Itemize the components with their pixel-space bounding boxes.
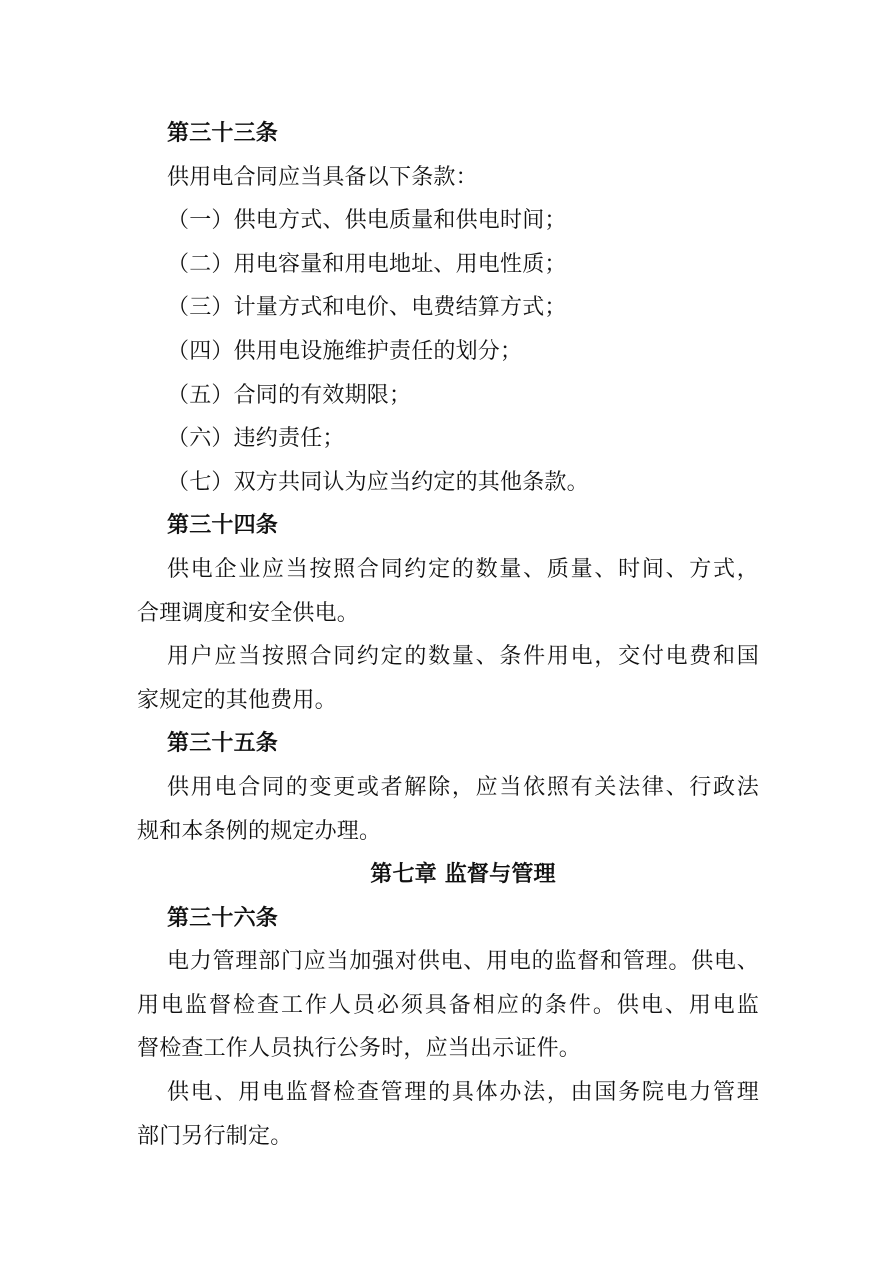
article-33-item-2: （二）用电容量和用电地址、用电性质； bbox=[167, 251, 567, 277]
article-34-paragraph-2-line-1: 用户应当按照合同约定的数量、条件用电，交付电费和国 bbox=[167, 644, 759, 670]
article-35-paragraph-1-line-2: 规和本条例的规定办理。 bbox=[137, 818, 382, 844]
article-33-title: 第三十三条 bbox=[167, 121, 279, 146]
article-36-paragraph-1-line-1: 电力管理部门应当加强对供电、用电的监督和管理。供电、 bbox=[167, 949, 759, 975]
article-36-paragraph-2-line-2: 部门另行制定。 bbox=[137, 1123, 293, 1149]
article-33-item-1: （一）供电方式、供电质量和供电时间； bbox=[167, 208, 567, 234]
document-page bbox=[137, 112, 759, 1158]
article-34-paragraph-2-line-2: 家规定的其他费用。 bbox=[137, 687, 337, 713]
article-35-title: 第三十五条 bbox=[167, 731, 279, 757]
article-33-item-5: （五）合同的有效期限； bbox=[167, 382, 412, 408]
article-34-title: 第三十四条 bbox=[167, 513, 279, 539]
article-34-paragraph-1-line-2: 合理调度和安全供电。 bbox=[137, 600, 360, 626]
article-33-item-6: （六）违约责任； bbox=[167, 426, 345, 452]
article-34-paragraph-1-line-1: 供电企业应当按照合同约定的数量、质量、时间、方式， bbox=[167, 556, 759, 582]
article-36-paragraph-2-line-1: 供电、用电监督检查管理的具体办法，由国务院电力管理 bbox=[167, 1080, 759, 1106]
article-36-paragraph-1-line-2: 用电监督检查工作人员必须具备相应的条件。供电、用电监 bbox=[137, 992, 759, 1018]
chapter-7-title: 第七章 监督与管理 bbox=[370, 862, 556, 888]
article-33-item-3: （三）计量方式和电价、电费结算方式； bbox=[167, 295, 567, 321]
article-36-paragraph-1-line-3: 督检查工作人员执行公务时，应当出示证件。 bbox=[137, 1036, 582, 1062]
article-33-intro: 供用电合同应当具备以下条款： bbox=[167, 164, 478, 190]
article-35-paragraph-1-line-1: 供用电合同的变更或者解除，应当依照有关法律、行政法 bbox=[167, 774, 759, 800]
article-36-title: 第三十六条 bbox=[167, 905, 279, 931]
article-33-item-4: （四）供用电设施维护责任的划分； bbox=[167, 338, 523, 364]
article-33-item-7: （七）双方共同认为应当约定的其他条款。 bbox=[167, 469, 589, 495]
